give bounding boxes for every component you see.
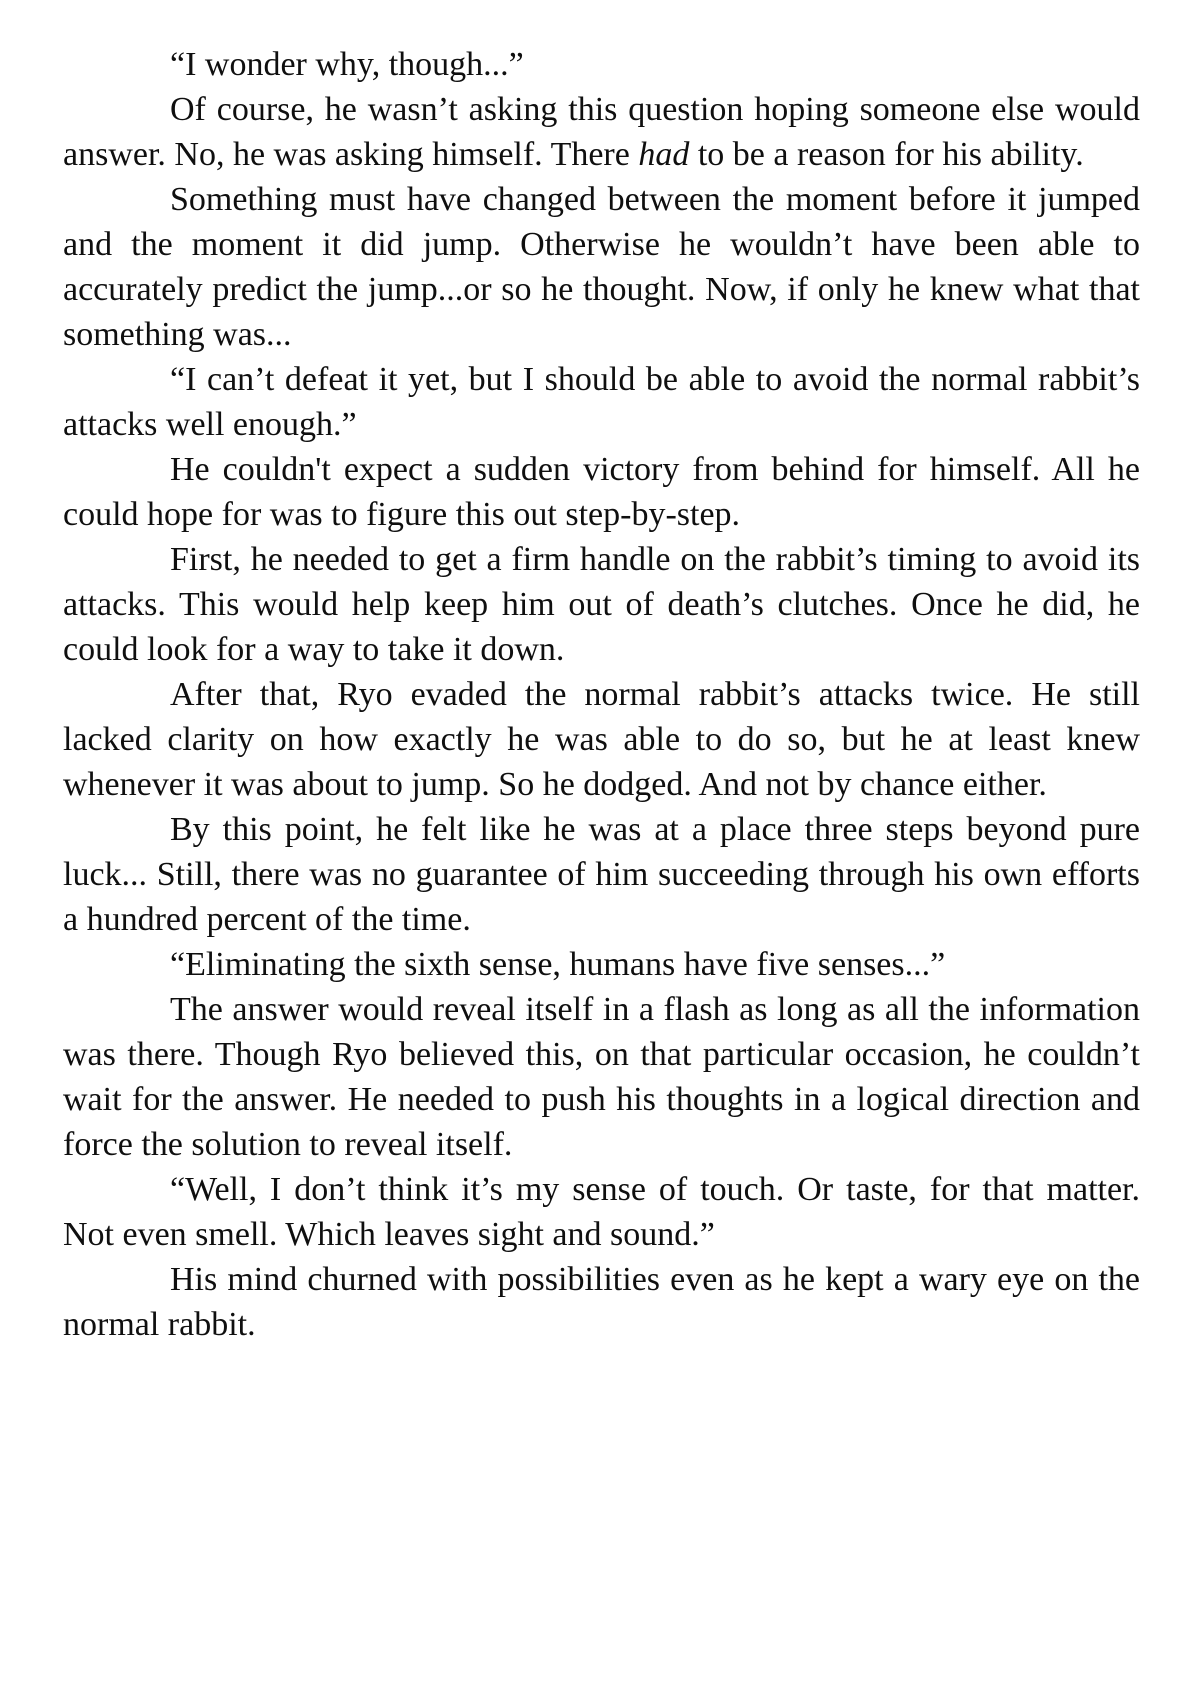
paragraph bbox=[63, 942, 1140, 987]
text-segment: He couldn't expect a sudden victory from behind for himself. All he could hope for was to figure this out step-by-step. bbox=[63, 451, 1140, 533]
paragraph bbox=[63, 1257, 1140, 1347]
paragraph bbox=[63, 1167, 1140, 1257]
text-segment: Of course, he wasn’t asking this question hoping someone else would answer. No, he was asking himself. There bbox=[63, 91, 1140, 173]
text-segment: “Well, I don’t think it’s my sense of touch. Or taste, for that matter. Not even smell. Which leaves sight and sound.” bbox=[63, 1171, 1140, 1253]
text-segment: to be a reason for his ability. bbox=[689, 136, 1084, 173]
text-segment: “I wonder why, though...” bbox=[170, 46, 524, 83]
text-segment: First, he needed to get a firm handle on the rabbit’s timing to avoid its attacks. This would help keep him out of death’s clutches. Once he did, he could look for a way to take it down. bbox=[63, 541, 1140, 668]
paragraph bbox=[63, 42, 1140, 87]
paragraph bbox=[63, 177, 1140, 357]
text-segment: By this point, he felt like he was at a place three steps beyond pure luck... Still, there was no guarantee of him succeeding through his own efforts a hundred percent of the time. bbox=[63, 811, 1140, 938]
text-segment: Something must have changed between the moment before it jumped and the moment it did jump. Otherwise he wouldn’t have been able to accurately predict the jump...or so he thought. Now, if only he knew what that something was... bbox=[63, 181, 1140, 353]
text-segment: had bbox=[638, 136, 690, 173]
text-segment: The answer would reveal itself in a flash as long as all the information was there. Though Ryo believed this, on that particular occasion, he couldn’t wait for the answer. He needed to push his thoughts in a logical direction and force the solution to reveal itself. bbox=[63, 991, 1140, 1163]
text-column bbox=[63, 42, 1140, 1347]
text-segment: His mind churned with possibilities even as he kept a wary eye on the normal rabbit. bbox=[63, 1261, 1140, 1343]
paragraph bbox=[63, 357, 1140, 447]
paragraph bbox=[63, 537, 1140, 672]
paragraph bbox=[63, 447, 1140, 537]
paragraph bbox=[63, 672, 1140, 807]
paragraph bbox=[63, 987, 1140, 1167]
paragraph bbox=[63, 87, 1140, 177]
text-segment: After that, Ryo evaded the normal rabbit’s attacks twice. He still lacked clarity on how exactly he was able to do so, but he at least knew whenever it was about to jump. So he dodged. And not by chance either. bbox=[63, 676, 1140, 803]
text-segment: “I can’t defeat it yet, but I should be able to avoid the normal rabbit’s attacks well enough.” bbox=[63, 361, 1140, 443]
paragraph bbox=[63, 807, 1140, 942]
text-segment: “Eliminating the sixth sense, humans have five senses...” bbox=[170, 946, 946, 983]
